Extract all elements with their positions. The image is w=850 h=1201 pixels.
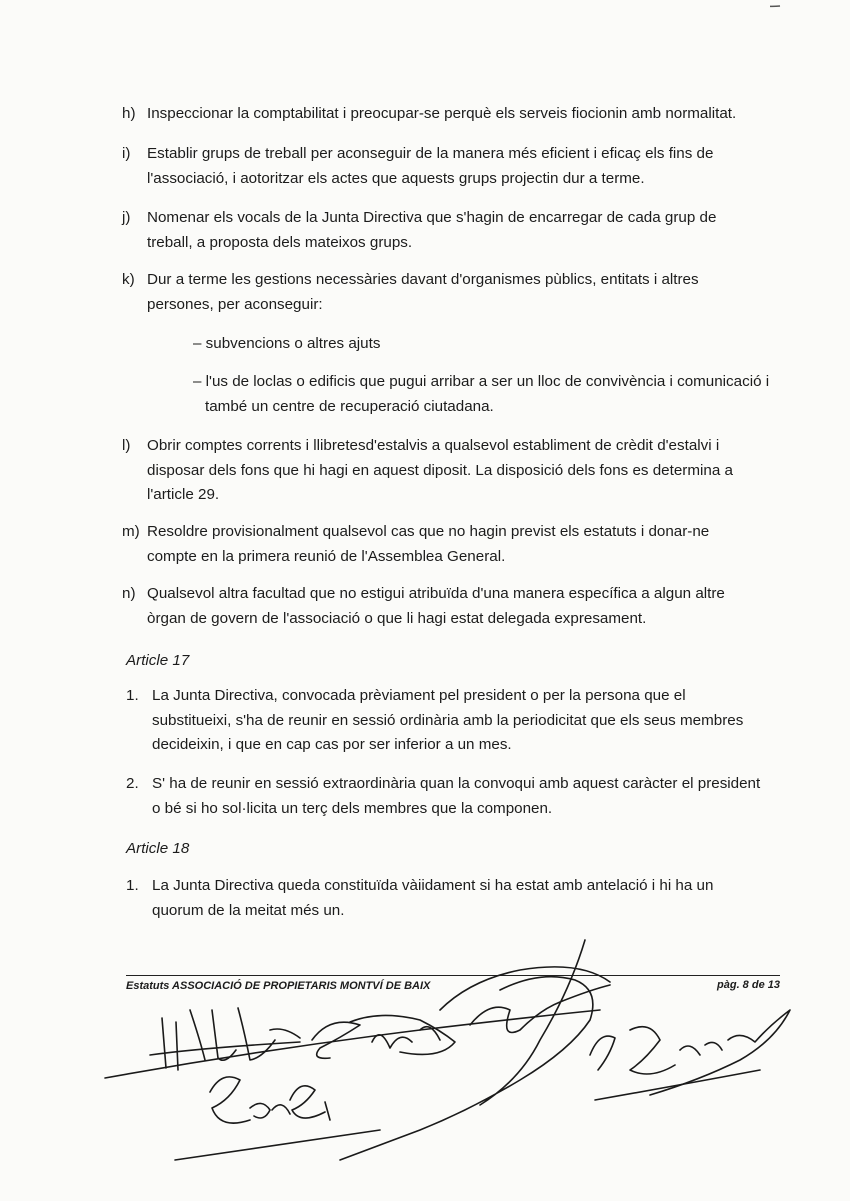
signature-1 — [150, 1008, 300, 1070]
signature-3 — [340, 940, 610, 1160]
list-item-n: n) Qualsevol altra facultad que no estigui atribuïda d'una manera específica a algun altre òrgan de govern de l'associació o que li hagi estat delegada expresament. — [122, 585, 725, 627]
list-item-h: h) Inspeccionar la comptabilitat i preocupar-se perquè els serveis fiocionin amb normalitat. — [122, 105, 737, 122]
list-item-m: m) Resoldre provisionalment qualsevol cas que no hagin previst els estatuts i donar-ne compte en la primera reunió de l'Assemblea General. — [122, 523, 710, 565]
footer-page-number: pàg. 8 de 13 — [717, 979, 780, 991]
list-item-l: l) Obrir comptes corrents i llibretesd'estalvis a qualsevol establiment de crèdit d'estalvi i disposar dels fons que hi hagi en aquest diposit. La disposició dels fons es determina a l'article 29. — [122, 437, 733, 503]
signature-2 — [312, 1015, 455, 1058]
article-18-heading: Article 18 — [126, 840, 190, 857]
list-item-i: i) Establir grups de treball per aconseguir de la manera més eficient i eficaç els fins de l'associació, i aotoritzar els actes que aquests grups projectin dur a terme. — [122, 145, 714, 187]
article-17-point-1: 1. La Junta Directiva, convocada prèviament pel president o per la persona que el substitueixi, s'ha de reunir en sessió ordinària amb la periodicitat que els seus membres decideixin, i que en cap cas por ser inferior a un mes. — [126, 687, 744, 753]
article-17-point-2: 2. S' ha de reunir en sessió extraordinària quan la convoqui amb aquest caràcter el president o bé si ho sol·licita un terç dels membres que la componen. — [126, 775, 761, 817]
article-17-heading: Article 17 — [126, 652, 190, 669]
article-18-point-1: 1. La Junta Directiva queda constituïda vàiidament si ha estat amb antelació i hi ha un quorum de la meitat més un. — [126, 877, 714, 919]
list-item-k: k) Dur a terme les gestions necessàries davant d'organismes pùblics, entitats i altres persones, per aconseguir: — [122, 271, 699, 313]
signature-4 — [210, 1077, 330, 1123]
sub-item-locals: – l'us de loclas o edificis que pugui arribar a ser un lloc de convivència i comunicació i també un centre de recuperació ciutadana. — [193, 373, 770, 415]
sub-item-subvencions: – subvencions o altres ajuts — [193, 335, 381, 352]
list-item-j: j) Nomenar els vocals de la Junta Directiva que s'hagin de encarregar de cada grup de treball, a proposta dels mateixos grups. — [122, 209, 717, 251]
corner-mark — [770, 0, 850, 14]
footer-title: Estatuts ASSOCIACIÓ DE PROPIETARIS MONTVÍ DE BAIX — [126, 980, 431, 992]
signatures-block — [0, 930, 850, 1190]
